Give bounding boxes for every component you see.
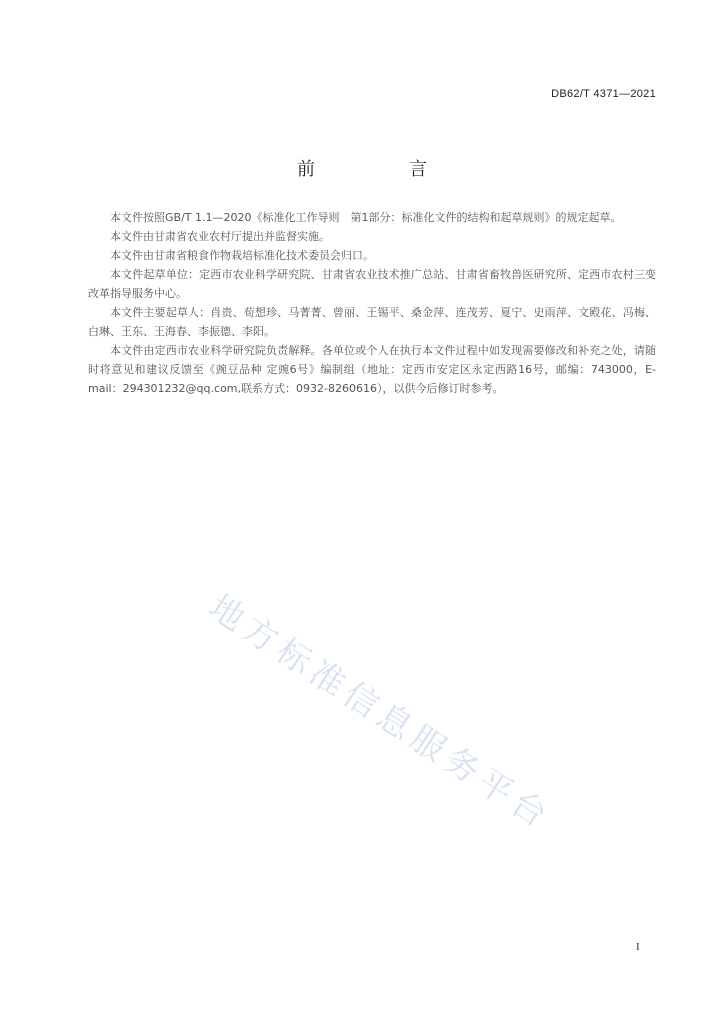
paragraph-main-drafters: 本文件主要起草人：肖贵、荀想珍、马菁菁、曾丽、王锡平、桑金萍、连茂芳、夏宁、史雨萍、文殿花、冯梅、白琳、王东、王海春、李振德、李阳。 xyxy=(88,306,656,338)
paragraph-technical-committee: 本文件由甘肃省粮食作物栽培标准化技术委员会归口。 xyxy=(110,249,374,262)
watermark: 地方标准信息服务平台 xyxy=(201,587,559,839)
paragraph-drafting-units: 本文件起草单位：定西市农业科学研究院、甘肃省农业技术推广总站、甘肃省畜牧兽医研究所、定西市农村三变改革指导服务中心。 xyxy=(88,268,656,300)
foreword-body xyxy=(88,208,656,398)
page-number: I xyxy=(636,941,640,953)
standard-code: DB62/T 4371—2021 xyxy=(551,88,656,100)
paragraph-proposer: 本文件由甘肃省农业农村厅提出并监督实施。 xyxy=(110,230,330,243)
paragraph-drafting-basis: 本文件按照GB/T 1.1—2020《标准化工作导则 第1部分：标准化文件的结构和起草规则》的规定起草。 xyxy=(110,211,622,224)
page-title: 前 言 xyxy=(297,159,465,180)
paragraph-interpretation-feedback: 本文件由定西市农业科学研究院负责解释。各单位或个人在执行本文件过程中如发现需要修改和补充之处，请随时将意见和建议反馈至《豌豆品种 定豌6号》编制组（地址：定西市安定区永定西路16号，邮编：743000，E-mail：294301232@qq.com,联系方式：0932-8260616），以供今后修订时参考。 xyxy=(88,344,656,395)
